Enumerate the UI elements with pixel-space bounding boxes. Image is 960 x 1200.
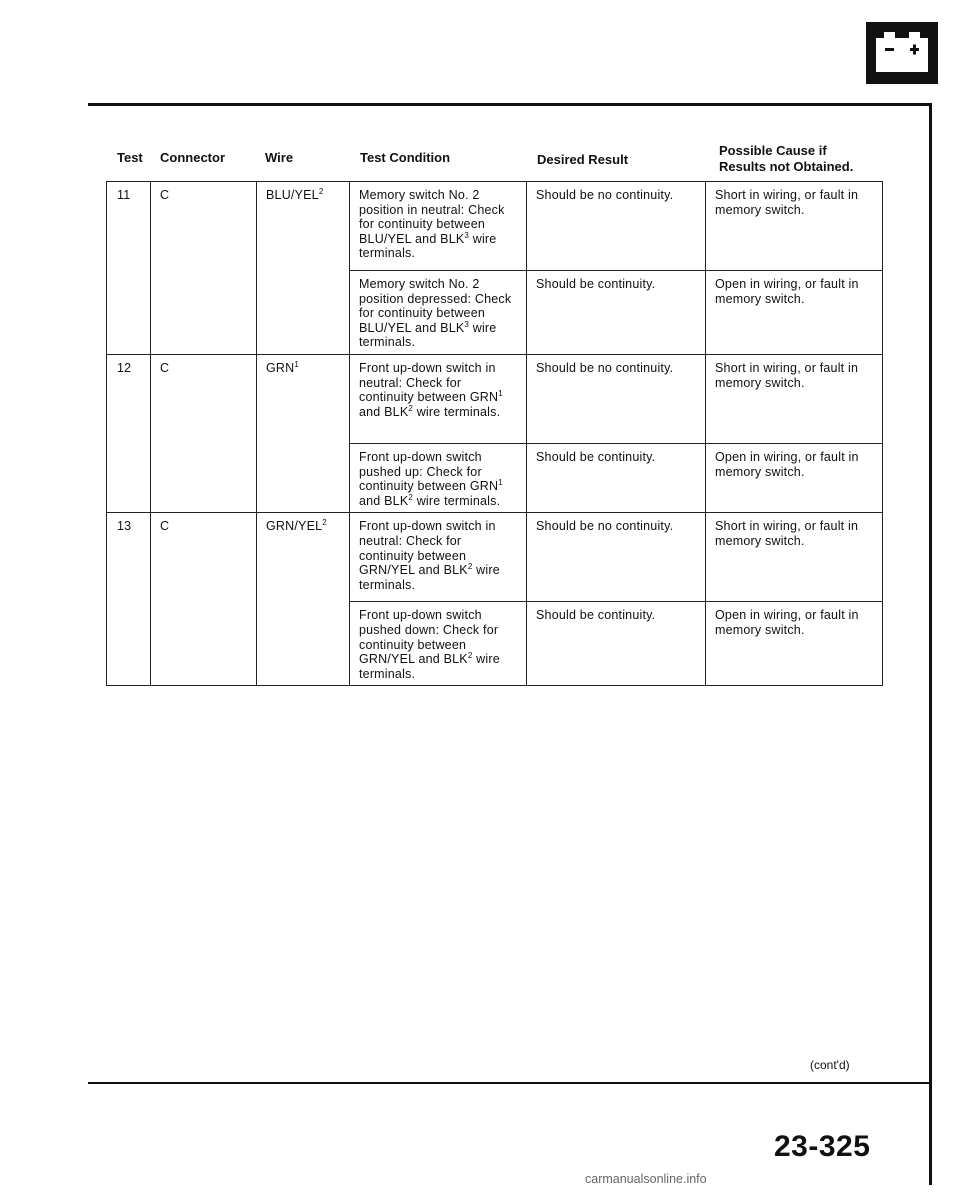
header-cause-line2: Results not Obtained.	[719, 159, 854, 174]
condition-text: wire terminals.	[413, 493, 501, 508]
test-condition-cell	[350, 443, 527, 512]
possible-cause-cell: Open in wiring, or fault in memory switch.	[706, 271, 883, 355]
page-number: 23-325	[774, 1130, 871, 1163]
test-row	[107, 513, 883, 602]
bottom-rule	[88, 1082, 932, 1084]
test-number: 12	[107, 354, 151, 512]
continued-label: (cont'd)	[810, 1058, 850, 1072]
wire-cell	[257, 182, 350, 355]
test-row	[107, 182, 883, 271]
desired-result-cell: Should be continuity.	[527, 443, 706, 512]
footnote-mark: 3	[464, 319, 470, 329]
test-row	[107, 354, 883, 443]
header-cause-line1: Possible Cause if	[719, 143, 827, 158]
wire-cell	[257, 513, 350, 686]
header-wire: Wire	[265, 150, 294, 165]
connector-cell: C	[151, 182, 257, 355]
wire-footnote: 2	[322, 518, 327, 528]
condition-text: Front up-down switch in neutral: Check for continuity between GRN	[359, 360, 499, 405]
possible-cause-cell: Short in wiring, or fault in memory switch.	[706, 513, 883, 602]
test-number: 13	[107, 513, 151, 686]
condition-text: wire terminals.	[359, 652, 500, 681]
battery-icon	[866, 22, 938, 84]
header-connector: Connector	[160, 150, 225, 165]
desired-result-cell: Should be no continuity.	[527, 182, 706, 271]
condition-text: Memory switch No. 2 position in neutral: Check for continuity between BLU/YEL and BLK	[359, 188, 505, 246]
test-number: 11	[107, 182, 151, 355]
header-possible-cause	[719, 143, 853, 175]
test-condition-cell	[350, 513, 527, 602]
desired-result-cell: Should be no continuity.	[527, 513, 706, 602]
condition-text: wire terminals.	[359, 231, 497, 261]
footnote-mark: 2	[408, 492, 414, 502]
watermark: carmanualsonline.info	[585, 1172, 707, 1186]
condition-text: wire terminals.	[359, 320, 497, 350]
footnote-mark: 2	[408, 403, 414, 413]
condition-text: and BLK	[359, 404, 409, 419]
header-test-condition: Test Condition	[360, 150, 451, 165]
footnote-mark: 3	[464, 230, 470, 240]
condition-text: Memory switch No. 2 position depressed: Check for continuity between BLU/YEL and BLK	[359, 277, 512, 335]
desired-result-cell: Should be continuity.	[527, 602, 706, 686]
condition-text: wire terminals.	[359, 563, 500, 592]
condition-text: Front up-down switch in neutral: Check for continuity between GRN/YEL and BLK	[359, 519, 496, 578]
test-condition-cell	[350, 602, 527, 686]
wire-cell	[257, 354, 350, 512]
possible-cause-cell: Open in wiring, or fault in memory switch.	[706, 602, 883, 686]
test-condition-cell	[350, 182, 527, 271]
header-test: Test	[117, 150, 143, 165]
connector-cell: C	[151, 513, 257, 686]
footnote-mark: 1	[498, 478, 503, 487]
test-condition-cell	[350, 354, 527, 443]
test-table	[106, 181, 883, 686]
condition-text: and BLK	[359, 493, 409, 508]
connector-cell: C	[151, 354, 257, 512]
wire-name: BLU/YEL	[266, 188, 319, 202]
desired-result-cell: Should be no continuity.	[527, 354, 706, 443]
header-desired-result: Desired Result	[537, 152, 629, 167]
footnote-mark: 1	[498, 389, 503, 398]
condition-text: wire terminals.	[413, 404, 501, 419]
wire-footnote: 1	[294, 359, 300, 369]
wire-footnote: 2	[318, 186, 324, 196]
possible-cause-cell: Short in wiring, or fault in memory switch.	[706, 182, 883, 271]
desired-result-cell: Should be continuity.	[527, 271, 706, 355]
footnote-mark: 2	[467, 650, 473, 660]
wire-name: GRN/YEL	[266, 519, 323, 534]
possible-cause-cell: Open in wiring, or fault in memory switch.	[706, 443, 883, 512]
footnote-mark: 2	[467, 561, 473, 571]
condition-text: Front up-down switch pushed up: Check for continuity between GRN	[359, 449, 499, 494]
condition-text: Front up-down switch pushed down: Check for continuity between GRN/YEL and BLK	[359, 608, 499, 667]
test-table-body	[107, 182, 883, 686]
test-condition-cell	[350, 271, 527, 355]
possible-cause-cell: Short in wiring, or fault in memory switch.	[706, 354, 883, 443]
wire-name: GRN	[266, 360, 295, 375]
